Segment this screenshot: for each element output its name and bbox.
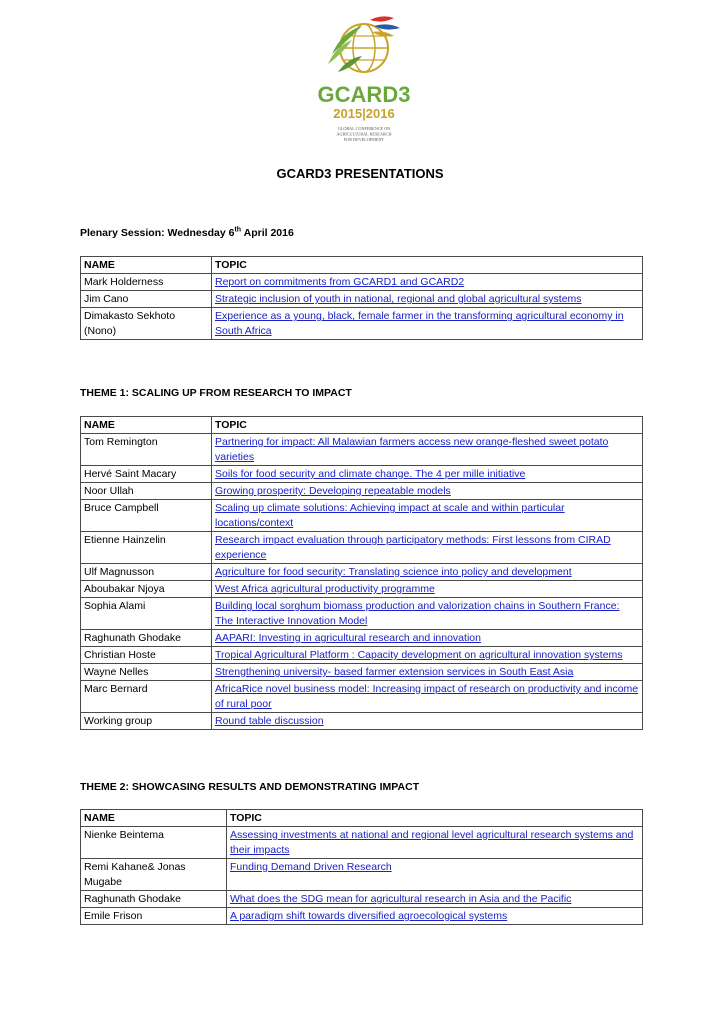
table-row	[81, 598, 643, 630]
speaker-name: Aboubakar Njoya	[81, 581, 212, 598]
table-row	[81, 291, 643, 308]
plenary-table	[80, 256, 643, 340]
topic-cell	[212, 630, 643, 647]
speaker-name: Working group	[81, 713, 212, 730]
speaker-name: Ulf Magnusson	[81, 564, 212, 581]
topic-cell	[212, 466, 643, 483]
topic-link[interactable]: Scaling up climate solutions: Achieving impact at scale and within particular locations/context	[215, 502, 565, 529]
topic-cell	[212, 434, 643, 466]
topic-link[interactable]: Agriculture for food security: Translating science into policy and development	[215, 566, 572, 578]
logo-name: GCARD3	[318, 82, 410, 107]
table-row	[81, 564, 643, 581]
table-row	[81, 434, 643, 466]
topic-link[interactable]: Strategic inclusion of youth in national, regional and global agricultural systems	[215, 293, 582, 305]
theme1-heading: THEME 1: SCALING UP FROM RESEARCH TO IMPACT	[80, 387, 352, 399]
topic-cell	[212, 681, 643, 713]
topic-cell	[212, 647, 643, 664]
topic-cell	[212, 581, 643, 598]
topic-link[interactable]: AAPARI: Investing in agricultural research and innovation	[215, 632, 481, 644]
speaker-name: Tom Remington	[81, 434, 212, 466]
gcard3-logo	[318, 12, 410, 147]
topic-link[interactable]: Tropical Agricultural Platform : Capacity development on agricultural innovation systems	[215, 649, 623, 661]
topic-cell	[212, 713, 643, 730]
topic-link[interactable]: Experience as a young, black, female farmer in the transforming agricultural economy in South Africa	[215, 310, 624, 337]
column-header-name: NAME	[81, 417, 212, 434]
speaker-name: Raghunath Ghodake	[81, 630, 212, 647]
topic-link[interactable]: Building local sorghum biomass production and valorization chains in Southern France: The Interactive Innovation Model	[215, 600, 620, 627]
speaker-name: Hervé Saint Macary	[81, 466, 212, 483]
logo-tagline-3: FOR DEVELOPMENT	[343, 137, 385, 142]
topic-cell	[212, 532, 643, 564]
column-header-topic: TOPIC	[212, 417, 643, 434]
topic-link[interactable]: Funding Demand Driven Research	[230, 861, 392, 873]
gcard3-logo-graphic	[318, 12, 410, 147]
table-row	[81, 581, 643, 598]
topic-link[interactable]: Research impact evaluation through participatory methods: First lessons from CIRAD experience	[215, 534, 611, 561]
speaker-name: Christian Hoste	[81, 647, 212, 664]
speaker-name: Raghunath Ghodake	[81, 891, 227, 908]
table-row	[81, 664, 643, 681]
speaker-name: Noor Ullah	[81, 483, 212, 500]
topic-link[interactable]: Round table discussion	[215, 715, 324, 727]
topic-cell	[212, 274, 643, 291]
speaker-name: Sophia Alami	[81, 598, 212, 630]
table-row	[81, 908, 643, 925]
topic-link[interactable]: AfricaRice novel business model: Increasing impact of research on productivity and income of rural poor	[215, 683, 639, 710]
table-header-row	[81, 257, 643, 274]
topic-cell	[212, 291, 643, 308]
topic-cell	[212, 564, 643, 581]
table-row	[81, 274, 643, 291]
speaker-name: Nienke Beintema	[81, 827, 227, 859]
speaker-name: Remi Kahane& Jonas Mugabe	[81, 859, 227, 891]
table-row	[81, 532, 643, 564]
plenary-heading-date: April 2016	[241, 227, 294, 239]
speaker-name: Marc Bernard	[81, 681, 212, 713]
table-row	[81, 827, 643, 859]
column-header-name: NAME	[81, 810, 227, 827]
topic-link[interactable]: Report on commitments from GCARD1 and GCARD2	[215, 276, 465, 288]
speaker-name: Emile Frison	[81, 908, 227, 925]
table-row	[81, 500, 643, 532]
theme2-table	[80, 809, 643, 925]
logo-years: 2015|2016	[333, 106, 395, 121]
topic-cell	[212, 598, 643, 630]
table-row	[81, 859, 643, 891]
table-row	[81, 630, 643, 647]
table-row	[81, 466, 643, 483]
plenary-heading-text: Plenary Session: Wednesday 6	[80, 227, 235, 239]
speaker-name: Etienne Hainzelin	[81, 532, 212, 564]
table-row	[81, 647, 643, 664]
topic-cell	[212, 308, 643, 340]
column-header-topic: TOPIC	[227, 810, 643, 827]
theme1-table	[80, 416, 643, 730]
table-row	[81, 681, 643, 713]
topic-link[interactable]: Strengthening university- based farmer extension services in South East Asia	[215, 666, 574, 678]
table-row	[81, 308, 643, 340]
topic-link[interactable]: Soils for food security and climate change. The 4 per mille initiative	[215, 468, 526, 480]
logo-tagline-1: GLOBAL CONFERENCE ON	[337, 126, 391, 131]
table-row	[81, 891, 643, 908]
topic-link[interactable]: Assessing investments at national and regional level agricultural research systems and their impacts	[230, 829, 634, 856]
topic-cell	[227, 891, 643, 908]
topic-cell	[227, 827, 643, 859]
column-header-name: NAME	[81, 257, 212, 274]
table-row	[81, 483, 643, 500]
topic-link[interactable]: What does the SDG mean for agricultural research in Asia and the Pacific	[230, 893, 572, 905]
plenary-heading	[80, 227, 294, 239]
table-row	[81, 713, 643, 730]
topic-cell	[212, 664, 643, 681]
document-title: GCARD3 PRESENTATIONS	[276, 166, 444, 181]
topic-cell	[227, 908, 643, 925]
logo-tagline-2: AGRICULTURAL RESEARCH	[336, 131, 392, 137]
speaker-name: Bruce Campbell	[81, 500, 212, 532]
topic-link[interactable]: Growing prosperity: Developing repeatable models	[215, 485, 451, 497]
topic-cell	[212, 500, 643, 532]
topic-link[interactable]: West Africa agricultural productivity programme	[215, 583, 435, 595]
topic-cell	[212, 483, 643, 500]
topic-link[interactable]: A paradigm shift towards diversified agroecological systems	[230, 910, 508, 922]
plenary-heading-sup: th	[234, 226, 242, 234]
theme2-heading: THEME 2: SHOWCASING RESULTS AND DEMONSTRATING IMPACT	[80, 781, 420, 793]
speaker-name: Wayne Nelles	[81, 664, 212, 681]
speaker-name: Jim Cano	[81, 291, 212, 308]
topic-link[interactable]: Partnering for impact: All Malawian farmers access new orange-fleshed sweet potato varieties	[215, 436, 609, 463]
speaker-name: Mark Holderness	[81, 274, 212, 291]
speaker-name: Dimakasto Sekhoto (Nono)	[81, 308, 212, 340]
table-header-row	[81, 417, 643, 434]
topic-cell	[227, 859, 643, 891]
table-header-row	[81, 810, 643, 827]
column-header-topic: TOPIC	[212, 257, 643, 274]
